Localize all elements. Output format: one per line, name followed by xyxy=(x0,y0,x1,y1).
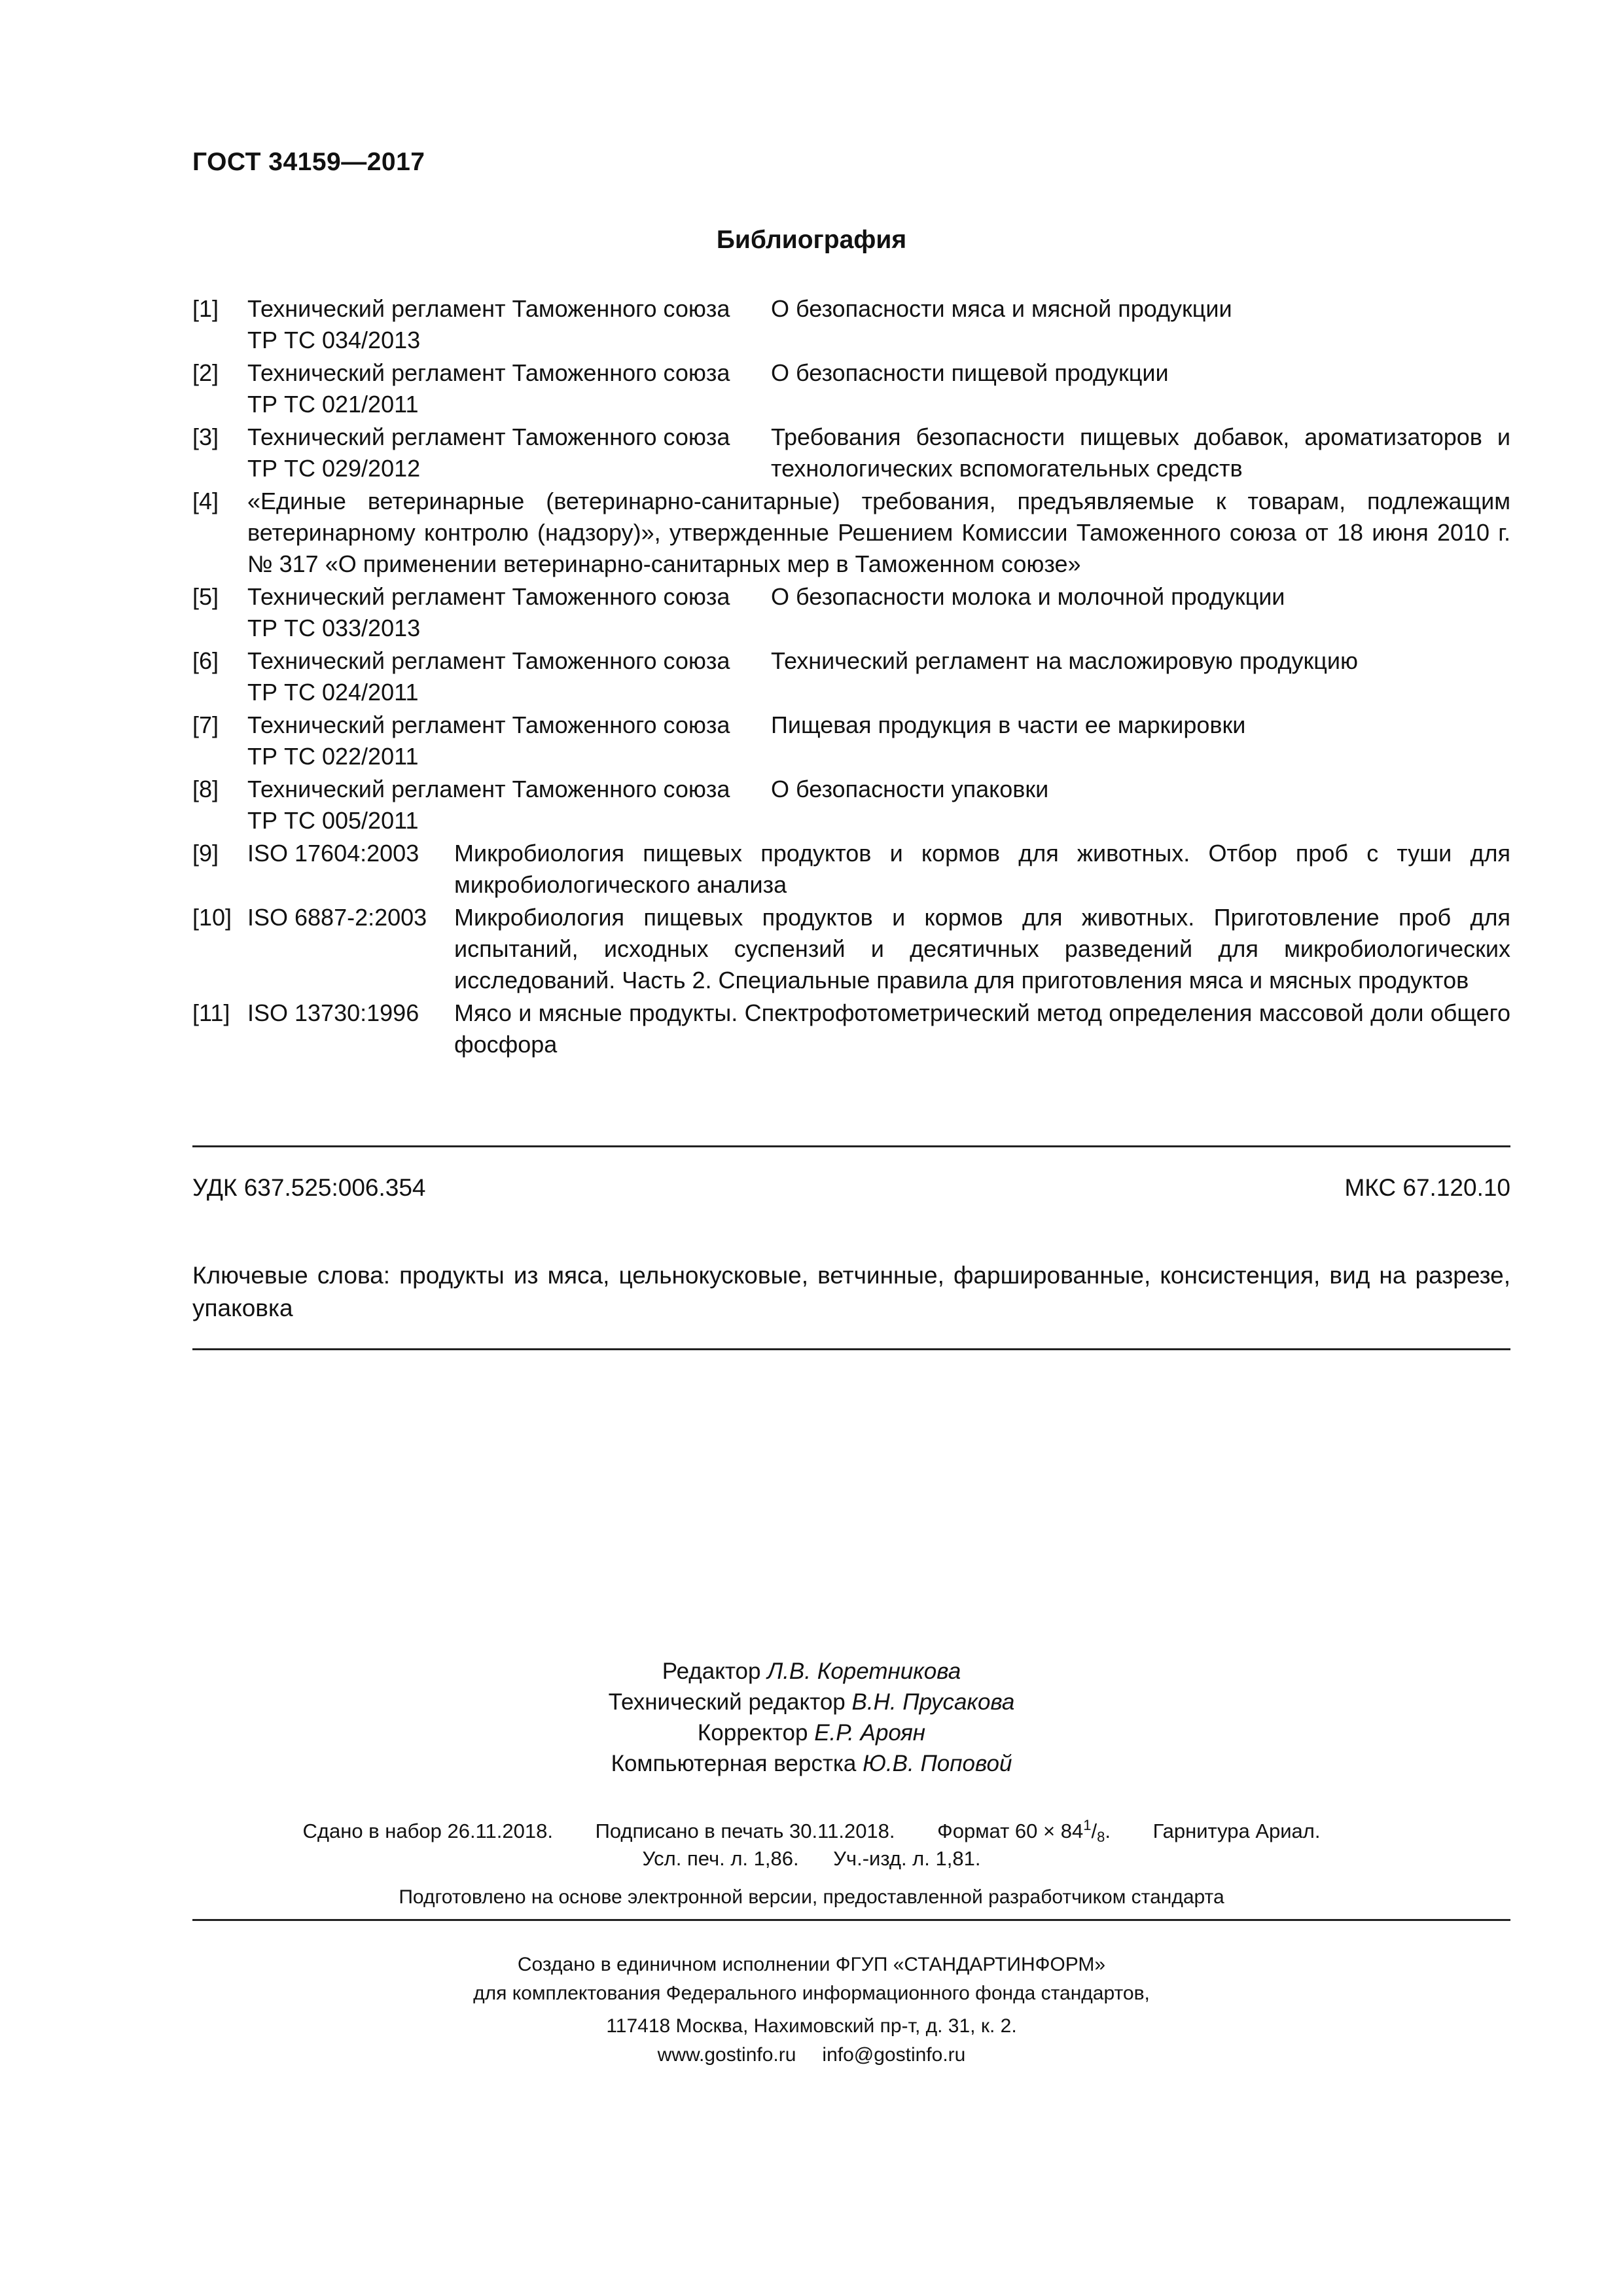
print-sheets: Усл. печ. л. 1,86. xyxy=(642,1847,799,1870)
entry-title: Микробиология пищевых продуктов и кормов для животных. Приготовление проб для испытаний, исходных суспензий и десятичных разведений для микробиологических исследований. Часть 2. Специальные правила для приготовления мяса и мясных продуктов xyxy=(454,904,1510,994)
entry-iso-code: ISO 17604:2003 xyxy=(247,840,419,867)
entry-title: Мясо и мясные продукты. Спектрофотометрический метод определения массовой доли общего фосфора xyxy=(454,999,1510,1058)
bibliography-entry xyxy=(192,774,1510,836)
entry-title: Технический регламент на масложировую продукцию xyxy=(771,647,1358,674)
website-link[interactable]: www.gostinfo.ru xyxy=(657,2044,796,2066)
contacts-line xyxy=(0,2041,1623,2070)
entry-title: Требования безопасности пищевых добавок, ароматизаторов и технологических вспомогательных средств xyxy=(771,423,1510,482)
entry-number: [10] xyxy=(192,904,232,931)
address-line: 117418 Москва, Нахимовский пр-т, д. 31, к. 2. xyxy=(606,2015,1017,2037)
bibliography-entry xyxy=(192,997,1510,1060)
entry-document: Технический регламент Таможенного союза ТР ТС 033/2013 xyxy=(247,583,730,641)
entry-number: [2] xyxy=(192,359,219,386)
signed-date: Подписано в печать 30.11.2018. xyxy=(595,1820,895,1842)
editorial-staff xyxy=(0,1656,1623,1779)
bibliography-entry xyxy=(192,902,1510,996)
corrector-line: Корректор Е.Р. Ароян xyxy=(697,1720,926,1746)
entry-document: Технический регламент Таможенного союза ТР ТС 024/2011 xyxy=(247,647,730,706)
bibliography-entry xyxy=(192,293,1510,356)
mks-code: МКС 67.120.10 xyxy=(1344,1174,1510,1201)
entry-title: О безопасности упаковки xyxy=(771,776,1049,802)
tech-editor-name: В.Н. Прусакова xyxy=(851,1689,1015,1715)
entry-document: Технический регламент Таможенного союза ТР ТС 005/2011 xyxy=(247,776,730,834)
bibliography-entry xyxy=(192,422,1510,484)
entry-title: Пищевая продукция в части ее маркировки xyxy=(771,711,1246,738)
publisher-note xyxy=(0,1950,1623,2008)
entry-iso-code: ISO 13730:1996 xyxy=(247,999,419,1026)
entry-full-text: «Единые ветеринарные (ветеринарно-санитарные) требования, предъявляемые к товарам, подлежащим ветеринарному контролю (надзору)», утвержденные Решением Комиссии Таможенного союза от 18 июня 2010 г. № 317 «О применении ветеринарно-санитарных мер в Таможенном союзе» xyxy=(247,488,1510,577)
entry-number: [11] xyxy=(192,999,230,1026)
entry-title: О безопасности пищевой продукции xyxy=(771,359,1169,386)
entry-title: О безопасности молока и молочной продукции xyxy=(771,583,1285,610)
entry-number: [5] xyxy=(192,583,219,610)
bibliography-entry xyxy=(192,581,1510,644)
publisher-address xyxy=(0,2012,1623,2070)
imprint-line-2 xyxy=(0,1847,1623,1871)
entry-document: Технический регламент Таможенного союза ТР ТС 022/2011 xyxy=(247,711,730,770)
entry-number: [4] xyxy=(192,488,219,514)
prepared-note: Подготовлено на основе электронной версии, предоставленной разработчиком стандарта xyxy=(399,1886,1224,1908)
email-link[interactable]: info@gostinfo.ru xyxy=(822,2044,966,2066)
divider-top xyxy=(192,1145,1510,1147)
entry-number: [1] xyxy=(192,295,219,322)
paper-format: Формат $60 \times 84^1/_8$. xyxy=(937,1817,1111,1845)
entry-number: [6] xyxy=(192,647,219,674)
editor-name: Л.В. Коретникова xyxy=(767,1659,961,1684)
created-line-2: для комплектования Федерального информационного фонда стандартов, xyxy=(473,1982,1150,2004)
divider-keywords xyxy=(192,1348,1510,1350)
udk-code: УДК 637.525:006.354 xyxy=(192,1174,426,1201)
bibliography-entry xyxy=(192,645,1510,708)
entry-title: О безопасности мяса и мясной продукции xyxy=(771,295,1232,322)
entry-document: Технический регламент Таможенного союза ТР ТС 021/2011 xyxy=(247,359,730,418)
editor-line: Редактор Л.В. Коретникова xyxy=(662,1659,961,1684)
entry-number: [8] xyxy=(192,776,219,802)
tech-editor-line: Технический редактор В.Н. Прусакова xyxy=(608,1689,1015,1715)
divider-bottom xyxy=(192,1919,1510,1921)
layout-line: Компьютерная верстка Ю.В. Поповой xyxy=(611,1751,1012,1776)
layout-name: Ю.В. Поповой xyxy=(863,1751,1012,1776)
corrector-name: Е.Р. Ароян xyxy=(814,1720,926,1746)
bibliography-entry xyxy=(192,357,1510,420)
bibliography-entry xyxy=(192,709,1510,772)
bibliography-entry xyxy=(192,486,1510,580)
keywords: Ключевые слова: продукты из мяса, цельнокусковые, ветчинные, фаршированные, консистенция, вид на разрезе, упаковка xyxy=(192,1262,1510,1321)
entry-document: Технический регламент Таможенного союза ТР ТС 034/2013 xyxy=(247,295,730,353)
entry-title: Микробиология пищевых продуктов и кормов для животных. Отбор проб с туши для микробиологического анализа xyxy=(454,840,1510,898)
bibliography-entry xyxy=(192,838,1510,901)
submitted-date: Сдано в набор 26.11.2018. xyxy=(302,1820,553,1842)
bibliography-title: Библиография xyxy=(716,226,907,254)
bibliography-list xyxy=(192,293,1510,1062)
gost-header: ГОСТ 34159—2017 xyxy=(192,148,425,176)
created-line-1: Создано в единичном исполнении ФГУП «СТАНДАРТИНФОРМ» xyxy=(517,1954,1106,1975)
entry-document: Технический регламент Таможенного союза ТР ТС 029/2012 xyxy=(247,423,730,482)
entry-number: [7] xyxy=(192,711,219,738)
imprint-line-1 xyxy=(0,1817,1623,1846)
entry-number: [9] xyxy=(192,840,219,867)
pub-sheets: Уч.-изд. л. 1,81. xyxy=(833,1847,981,1870)
typeface: Гарнитура Ариал. xyxy=(1152,1820,1321,1842)
entry-number: [3] xyxy=(192,423,219,450)
entry-iso-code: ISO 6887-2:2003 xyxy=(247,904,427,931)
